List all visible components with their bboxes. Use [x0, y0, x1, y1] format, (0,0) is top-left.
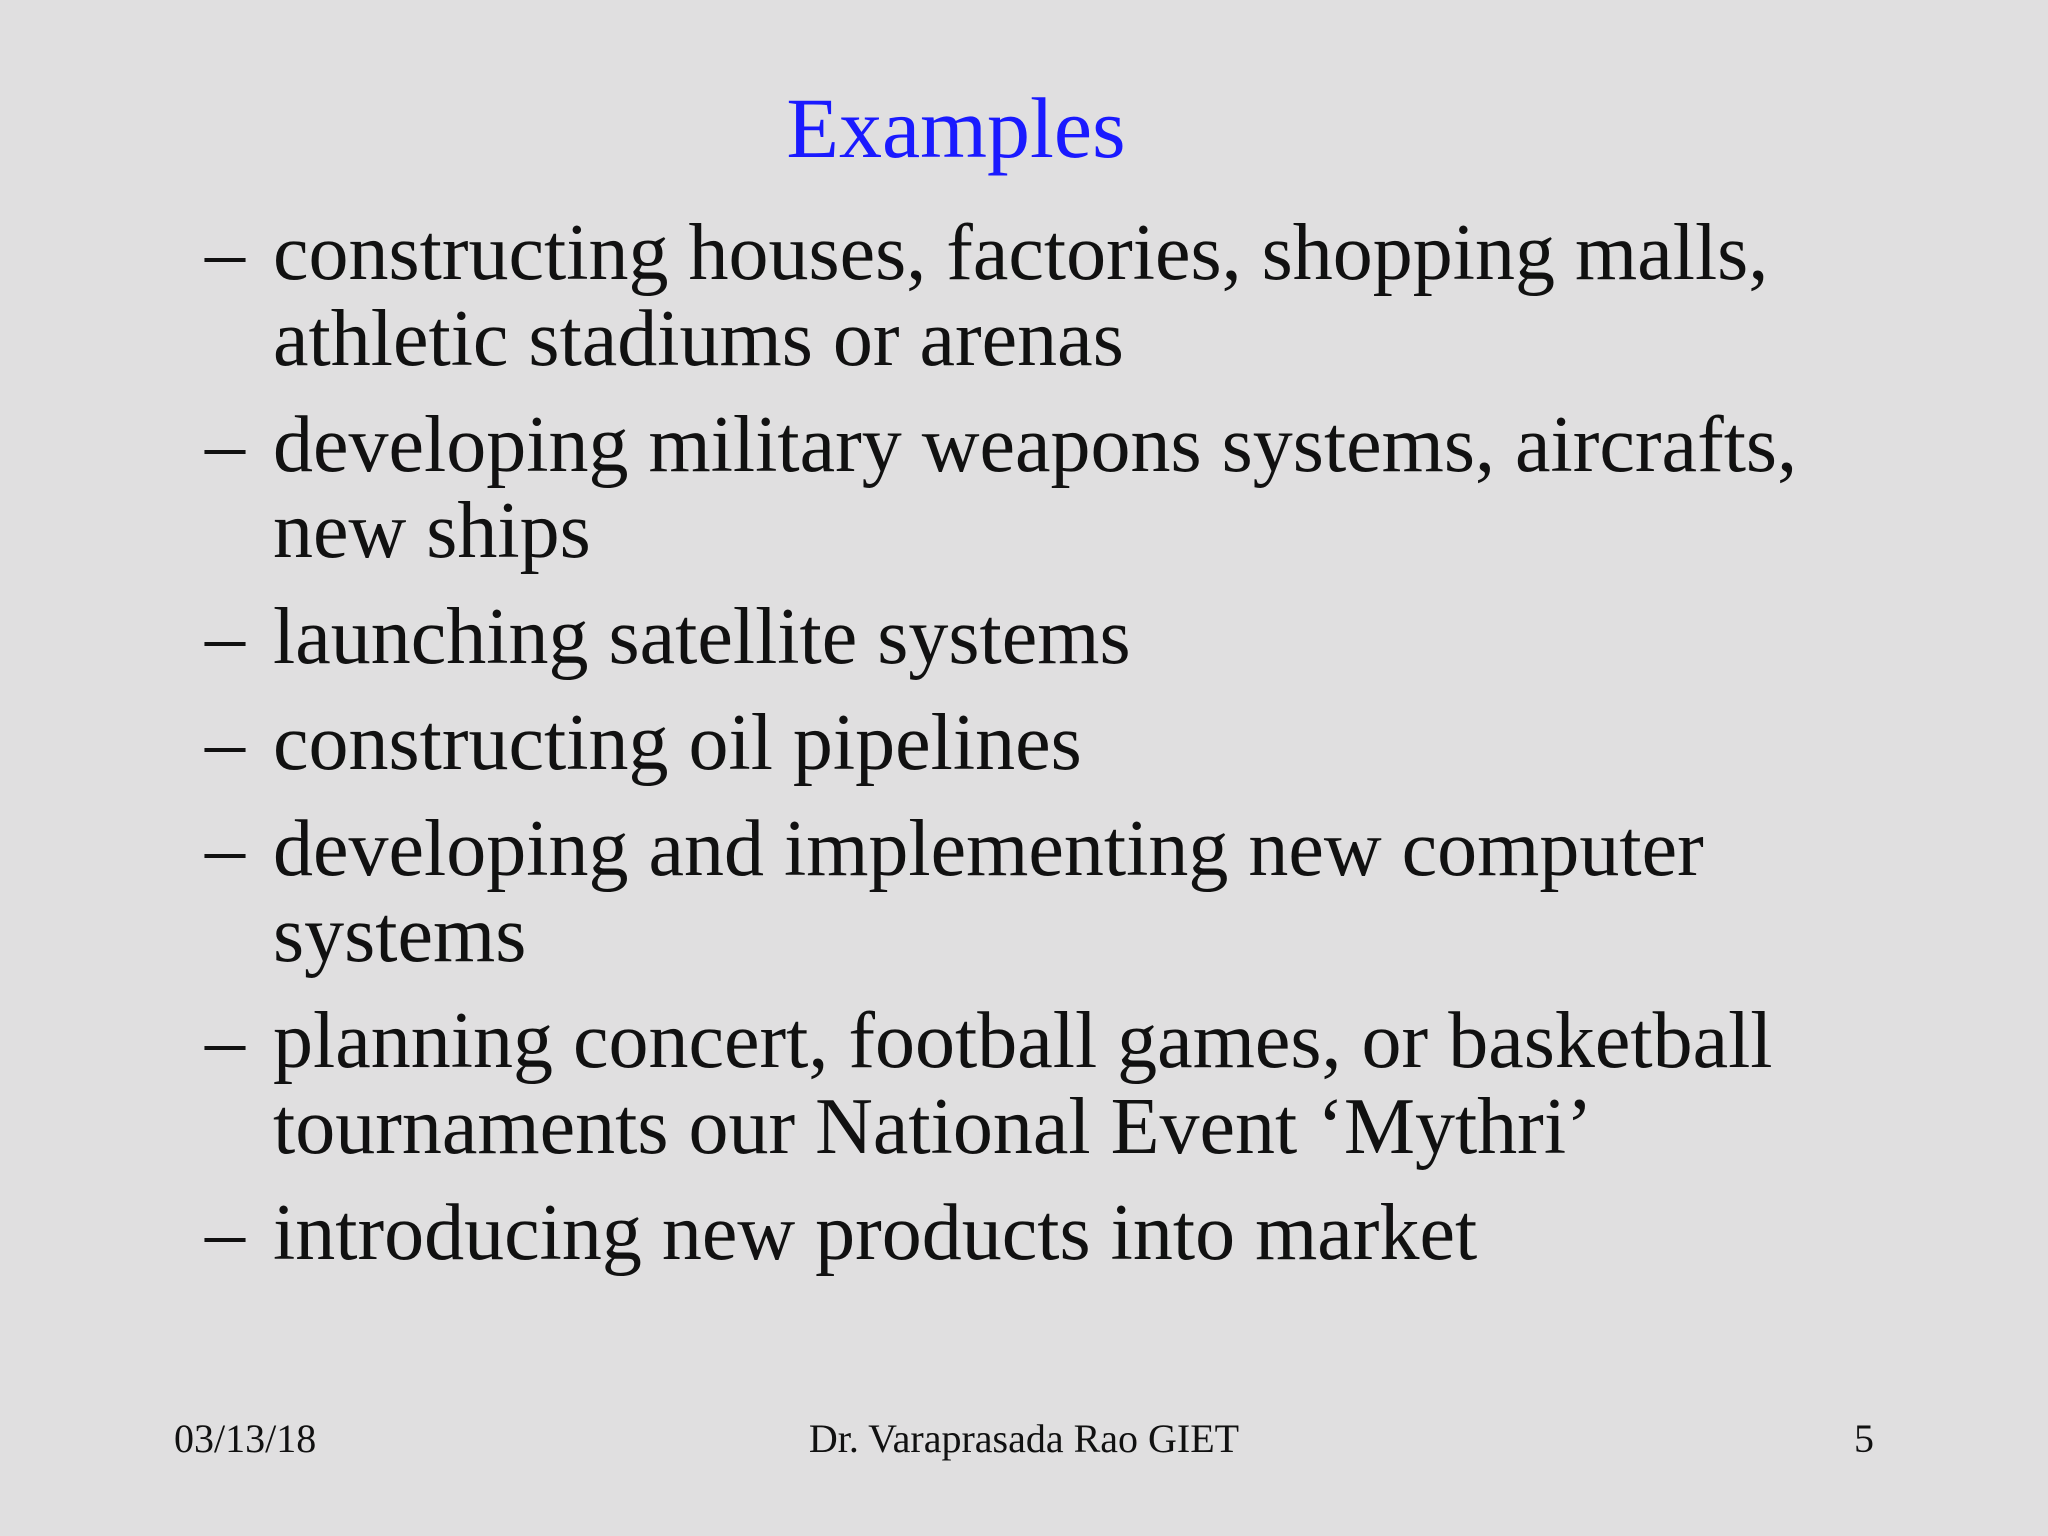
slide-title: Examples [786, 80, 1126, 176]
footer-page-number: 5 [1854, 1416, 1874, 1461]
bullet-list [205, 210, 1885, 1296]
list-item-text: constructing oil pipelines [273, 699, 1082, 787]
bullet-dash: – [205, 699, 245, 787]
list-item [205, 998, 1885, 1170]
list-item-text: developing military weapons systems, aircrafts, new ships [273, 401, 1798, 575]
list-item [205, 402, 1885, 574]
list-item [205, 700, 1885, 786]
list-item-text: developing and implementing new computer systems [273, 805, 1704, 979]
bullet-dash: – [205, 997, 245, 1085]
list-item-text: planning concert, football games, or basketball tournaments our National Event ‘Mythri’ [273, 997, 1773, 1171]
list-item-text: launching satellite systems [273, 593, 1131, 681]
list-item [205, 594, 1885, 680]
bullet-dash: – [205, 401, 245, 489]
list-item [205, 806, 1885, 978]
footer-date: 03/13/18 [174, 1416, 317, 1461]
list-item-text: introducing new products into market [273, 1189, 1478, 1277]
bullet-dash: – [205, 805, 245, 893]
list-item [205, 1190, 1885, 1276]
footer-author: Dr. Varaprasada Rao GIET [808, 1416, 1240, 1461]
bullet-dash: – [205, 593, 245, 681]
bullet-dash: – [205, 209, 245, 297]
bullet-dash: – [205, 1189, 245, 1277]
list-item-text: constructing houses, factories, shopping malls, athletic stadiums or arenas [273, 209, 1769, 383]
list-item [205, 210, 1885, 382]
